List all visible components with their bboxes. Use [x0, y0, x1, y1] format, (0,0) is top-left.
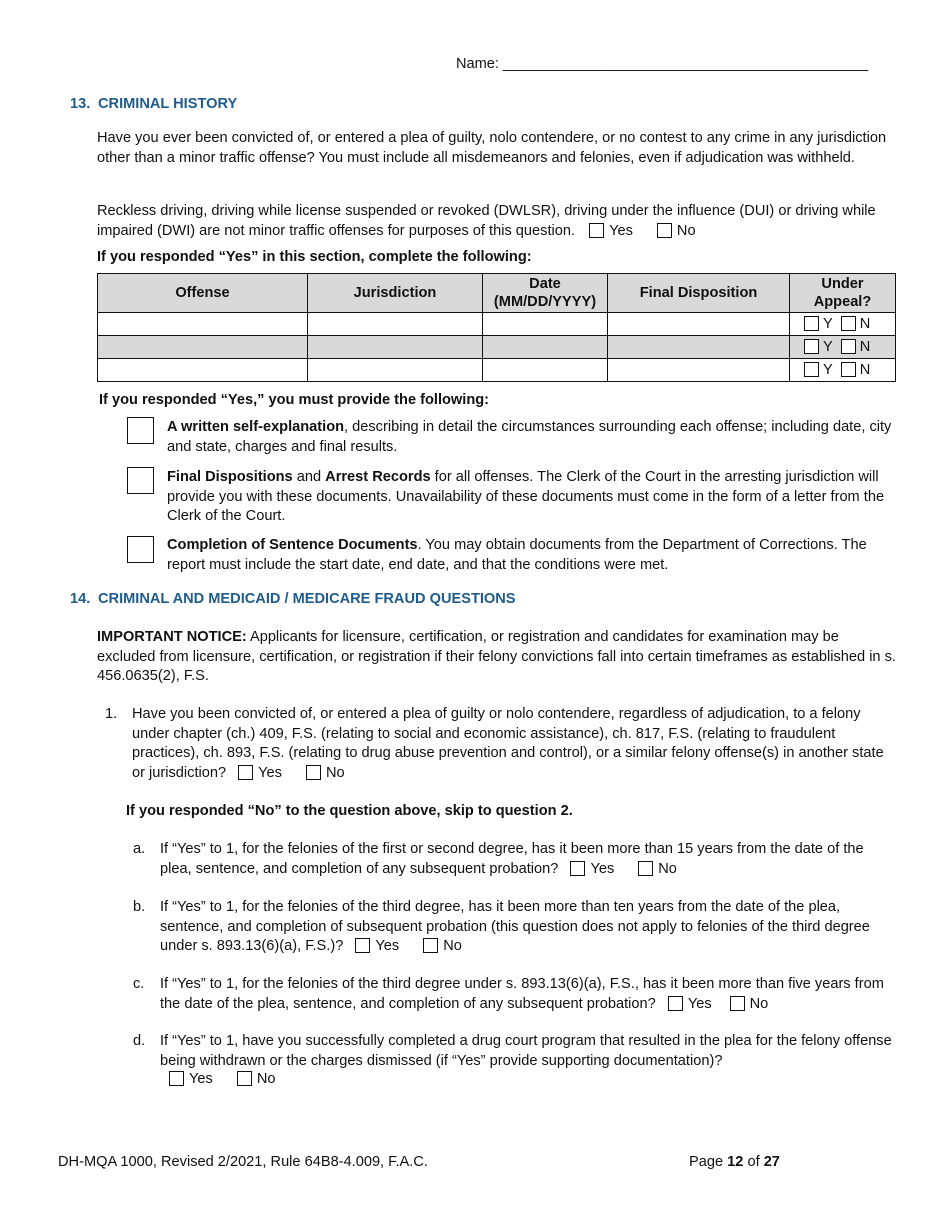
q1c-no-option[interactable] — [730, 996, 769, 1012]
disposition-cell[interactable] — [608, 359, 790, 382]
q1c-no-checkbox[interactable] — [730, 996, 745, 1011]
q1-block — [132, 705, 897, 783]
q1d-no-option[interactable] — [237, 1071, 276, 1087]
doc-self-explanation-text: , describing in detail the circumstances surrounding each offense; including date, city and state, charges and final results. — [167, 419, 892, 455]
jurisdiction-cell[interactable] — [308, 336, 483, 359]
s13-no-checkbox[interactable] — [657, 223, 672, 238]
date-cell[interactable] — [483, 359, 608, 382]
appeal-cell — [790, 359, 896, 382]
provide-intro: If you responded “Yes,” you must provide the following: — [99, 392, 490, 408]
q1c-yes-checkbox[interactable] — [668, 996, 683, 1011]
doc-final-dispositions — [167, 468, 897, 527]
date-cell[interactable] — [483, 313, 608, 336]
s13-yes-option[interactable] — [589, 223, 633, 239]
doc-completion-of-sentence — [167, 536, 897, 575]
col-header-offense: Offense — [98, 274, 308, 313]
appeal-no-checkbox[interactable] — [841, 316, 856, 331]
q1b-yes-option[interactable] — [355, 938, 399, 954]
appeal-yes-label: Y — [823, 362, 833, 378]
appeal-yes-label: Y — [823, 316, 833, 332]
appeal-yes-checkbox[interactable] — [804, 339, 819, 354]
q1d-yes-label: Yes — [189, 1071, 213, 1087]
offense-cell[interactable] — [98, 359, 308, 382]
q1a-text: If “Yes” to 1, for the felonies of the first or second degree, has it been more than 15 years from the date of the plea, sentence, and completion of any subsequent probation? — [160, 841, 864, 877]
q1-yes-checkbox[interactable] — [238, 765, 253, 780]
traffic-note-text: Reckless driving, driving while license suspended or revoked (DWLSR), driving under the influence (DUI) or driving while impaired (DWI) are not minor traffic offenses for purposes of this question. — [97, 203, 876, 239]
doc-final-dispositions-text: for all offenses. The Clerk of the Court in the arresting jurisdiction will provide you with these documents. Unavailability of these documents must come in the form of a letter from the Clerk of the Court. — [167, 469, 885, 524]
s13-yes-label: Yes — [609, 222, 633, 239]
section-13-question: Have you ever been convicted of, or entered a plea of guilty, nolo contendere, or no contest to any crime in any jurisdiction other than a minor traffic offense? You must include all misdemeanors and felonies, even if adjudication was withheld. — [97, 130, 887, 166]
appeal-no-checkbox[interactable] — [841, 362, 856, 377]
date-cell[interactable] — [483, 336, 608, 359]
page-label: Page — [689, 1154, 724, 1170]
important-notice-label: IMPORTANT NOTICE: — [97, 629, 247, 645]
q1d-yes-option[interactable] — [169, 1071, 213, 1087]
q1b-letter: b. — [133, 899, 146, 915]
jurisdiction-cell[interactable] — [308, 313, 483, 336]
appeal-no-label: N — [859, 339, 871, 355]
section-14-number: 14. — [70, 591, 91, 607]
dispositions-checkbox[interactable] — [127, 467, 154, 494]
q1-yes-option[interactable] — [238, 765, 282, 781]
col-header-under-appeal: Under Appeal? — [790, 274, 896, 313]
q1-yes-label: Yes — [258, 764, 282, 781]
disposition-cell[interactable] — [608, 313, 790, 336]
q1d-no-label: No — [256, 1071, 276, 1087]
q1d-options — [169, 1070, 275, 1090]
q1a-letter: a. — [133, 841, 146, 857]
q1b-no-checkbox[interactable] — [423, 938, 438, 953]
appeal-no-checkbox[interactable] — [841, 339, 856, 354]
form-id: DH-MQA 1000, Revised 2/2021, Rule 64B8-4.009, F.A.C. — [58, 1154, 428, 1170]
doc-final-dispositions-title: Final Dispositions — [167, 469, 293, 485]
name-field[interactable]: Name: _____________________________________________ — [456, 56, 869, 72]
s13-no-option[interactable] — [657, 223, 696, 239]
appeal-yes-checkbox[interactable] — [804, 316, 819, 331]
self-explanation-checkbox[interactable] — [127, 417, 154, 444]
q1c-letter: c. — [133, 976, 145, 992]
col-header-date: Date (MM/DD/YYYY) — [483, 274, 608, 313]
q1a-yes-checkbox[interactable] — [570, 861, 585, 876]
q1-number: 1. — [105, 706, 118, 722]
appeal-cell — [790, 313, 896, 336]
q1-no-label: No — [325, 764, 345, 781]
col-header-jurisdiction: Jurisdiction — [308, 274, 483, 313]
appeal-no-label: N — [859, 316, 871, 332]
q1-no-option[interactable] — [306, 765, 345, 781]
page-of-label: of — [747, 1154, 760, 1170]
q1a-no-checkbox[interactable] — [638, 861, 653, 876]
offense-cell[interactable] — [98, 336, 308, 359]
q1c-yes-label: Yes — [687, 995, 712, 1012]
q1d-yes-checkbox[interactable] — [169, 1071, 184, 1086]
doc-self-explanation-title: A written self-explanation — [167, 419, 345, 435]
jurisdiction-cell[interactable] — [308, 359, 483, 382]
appeal-yes-label: Y — [823, 339, 833, 355]
section-13-traffic-note — [97, 202, 897, 241]
q1b-block — [160, 898, 897, 957]
q1c-text: If “Yes” to 1, for the felonies of the third degree under s. 893.13(6)(a), F.S., has it been more than five years from the date of the plea, sentence, and completion of any subsequent probation? — [160, 976, 884, 1012]
appeal-cell — [790, 336, 896, 359]
table-row — [98, 359, 896, 382]
important-notice — [97, 628, 897, 687]
appeal-yes-checkbox[interactable] — [804, 362, 819, 377]
q1b-yes-label: Yes — [375, 938, 400, 954]
page-total: 27 — [763, 1154, 780, 1170]
page-current: 12 — [727, 1154, 744, 1170]
criminal-history-table — [97, 273, 896, 382]
q1-no-checkbox[interactable] — [306, 765, 321, 780]
disposition-cell[interactable] — [608, 336, 790, 359]
doc-arrest-records-title: Arrest Records — [325, 469, 431, 485]
q1d-no-checkbox[interactable] — [237, 1071, 252, 1086]
q1a-yes-option[interactable] — [570, 861, 614, 877]
q1d-text: If “Yes” to 1, have you successfully completed a drug court program that resulted in the plea for the felony offense being withdrawn or the charges dismissed (if “Yes” provide supporting documentation)? — [160, 1033, 892, 1069]
section-14-title: CRIMINAL AND MEDICAID / MEDICARE FRAUD QUESTIONS — [98, 591, 516, 607]
doc-completion-title: Completion of Sentence Documents — [167, 537, 418, 553]
appeal-no-label: N — [859, 362, 871, 378]
doc-connector: and — [292, 469, 326, 485]
q1c-block — [160, 975, 900, 1014]
q1b-yes-checkbox[interactable] — [355, 938, 370, 953]
table-row — [98, 336, 896, 359]
doc-completion-text: . You may obtain documents from the Department of Corrections. The report must include the start date, end date, and that the conditions were met. — [167, 537, 867, 573]
section-13-title: CRIMINAL HISTORY — [98, 96, 238, 112]
q1b-no-option[interactable] — [423, 938, 462, 954]
q1a-no-label: No — [658, 860, 677, 877]
s13-yes-checkbox[interactable] — [589, 223, 604, 238]
s13-no-label: No — [676, 222, 696, 239]
q1c-yes-option[interactable] — [668, 996, 712, 1012]
q1a-yes-label: Yes — [590, 860, 615, 877]
col-header-final-disposition: Final Disposition — [608, 274, 790, 313]
q1b-no-label: No — [443, 938, 462, 954]
q1-text: Have you been convicted of, or entered a plea of guilty or nolo contendere, regardless of adjudication, to a felony under chapter (ch.) 409, F.S. (relating to social and economic assistance), ch. 817, F.S. (relating to fraudulent practices), ch. 893, F.S. (relating to drug abuse prevention and control), or a similar felony offense(s) in another state or jurisdiction? — [132, 706, 884, 781]
sentence-docs-checkbox[interactable] — [127, 536, 154, 563]
skip-note: If you responded “No” to the question above, skip to question 2. — [126, 803, 573, 819]
table-header-row — [98, 274, 896, 313]
table-intro: If you responded “Yes” in this section, complete the following: — [97, 249, 532, 265]
table-row — [98, 313, 896, 336]
doc-self-explanation — [167, 418, 897, 457]
page-number — [689, 1154, 780, 1170]
q1c-no-label: No — [749, 995, 769, 1012]
q1a-block — [160, 840, 897, 879]
q1d-letter: d. — [133, 1033, 146, 1049]
q1b-text: If “Yes” to 1, for the felonies of the third degree, has it been more than ten years from the date of the plea, sentence, and completion of subsequent probation (this question does not apply to felonies of the third degree under s. 893.13(6)(a), F.S.)? — [160, 899, 870, 954]
important-notice-text: Applicants for licensure, certification, or registration and candidates for examination may be excluded from licensure, certification, or registration if their felony convictions fall into certain timeframes as established in s. 456.0635(2), F.S. — [97, 629, 896, 684]
section-13-number: 13. — [70, 96, 91, 112]
q1a-no-option[interactable] — [638, 861, 677, 877]
offense-cell[interactable] — [98, 313, 308, 336]
